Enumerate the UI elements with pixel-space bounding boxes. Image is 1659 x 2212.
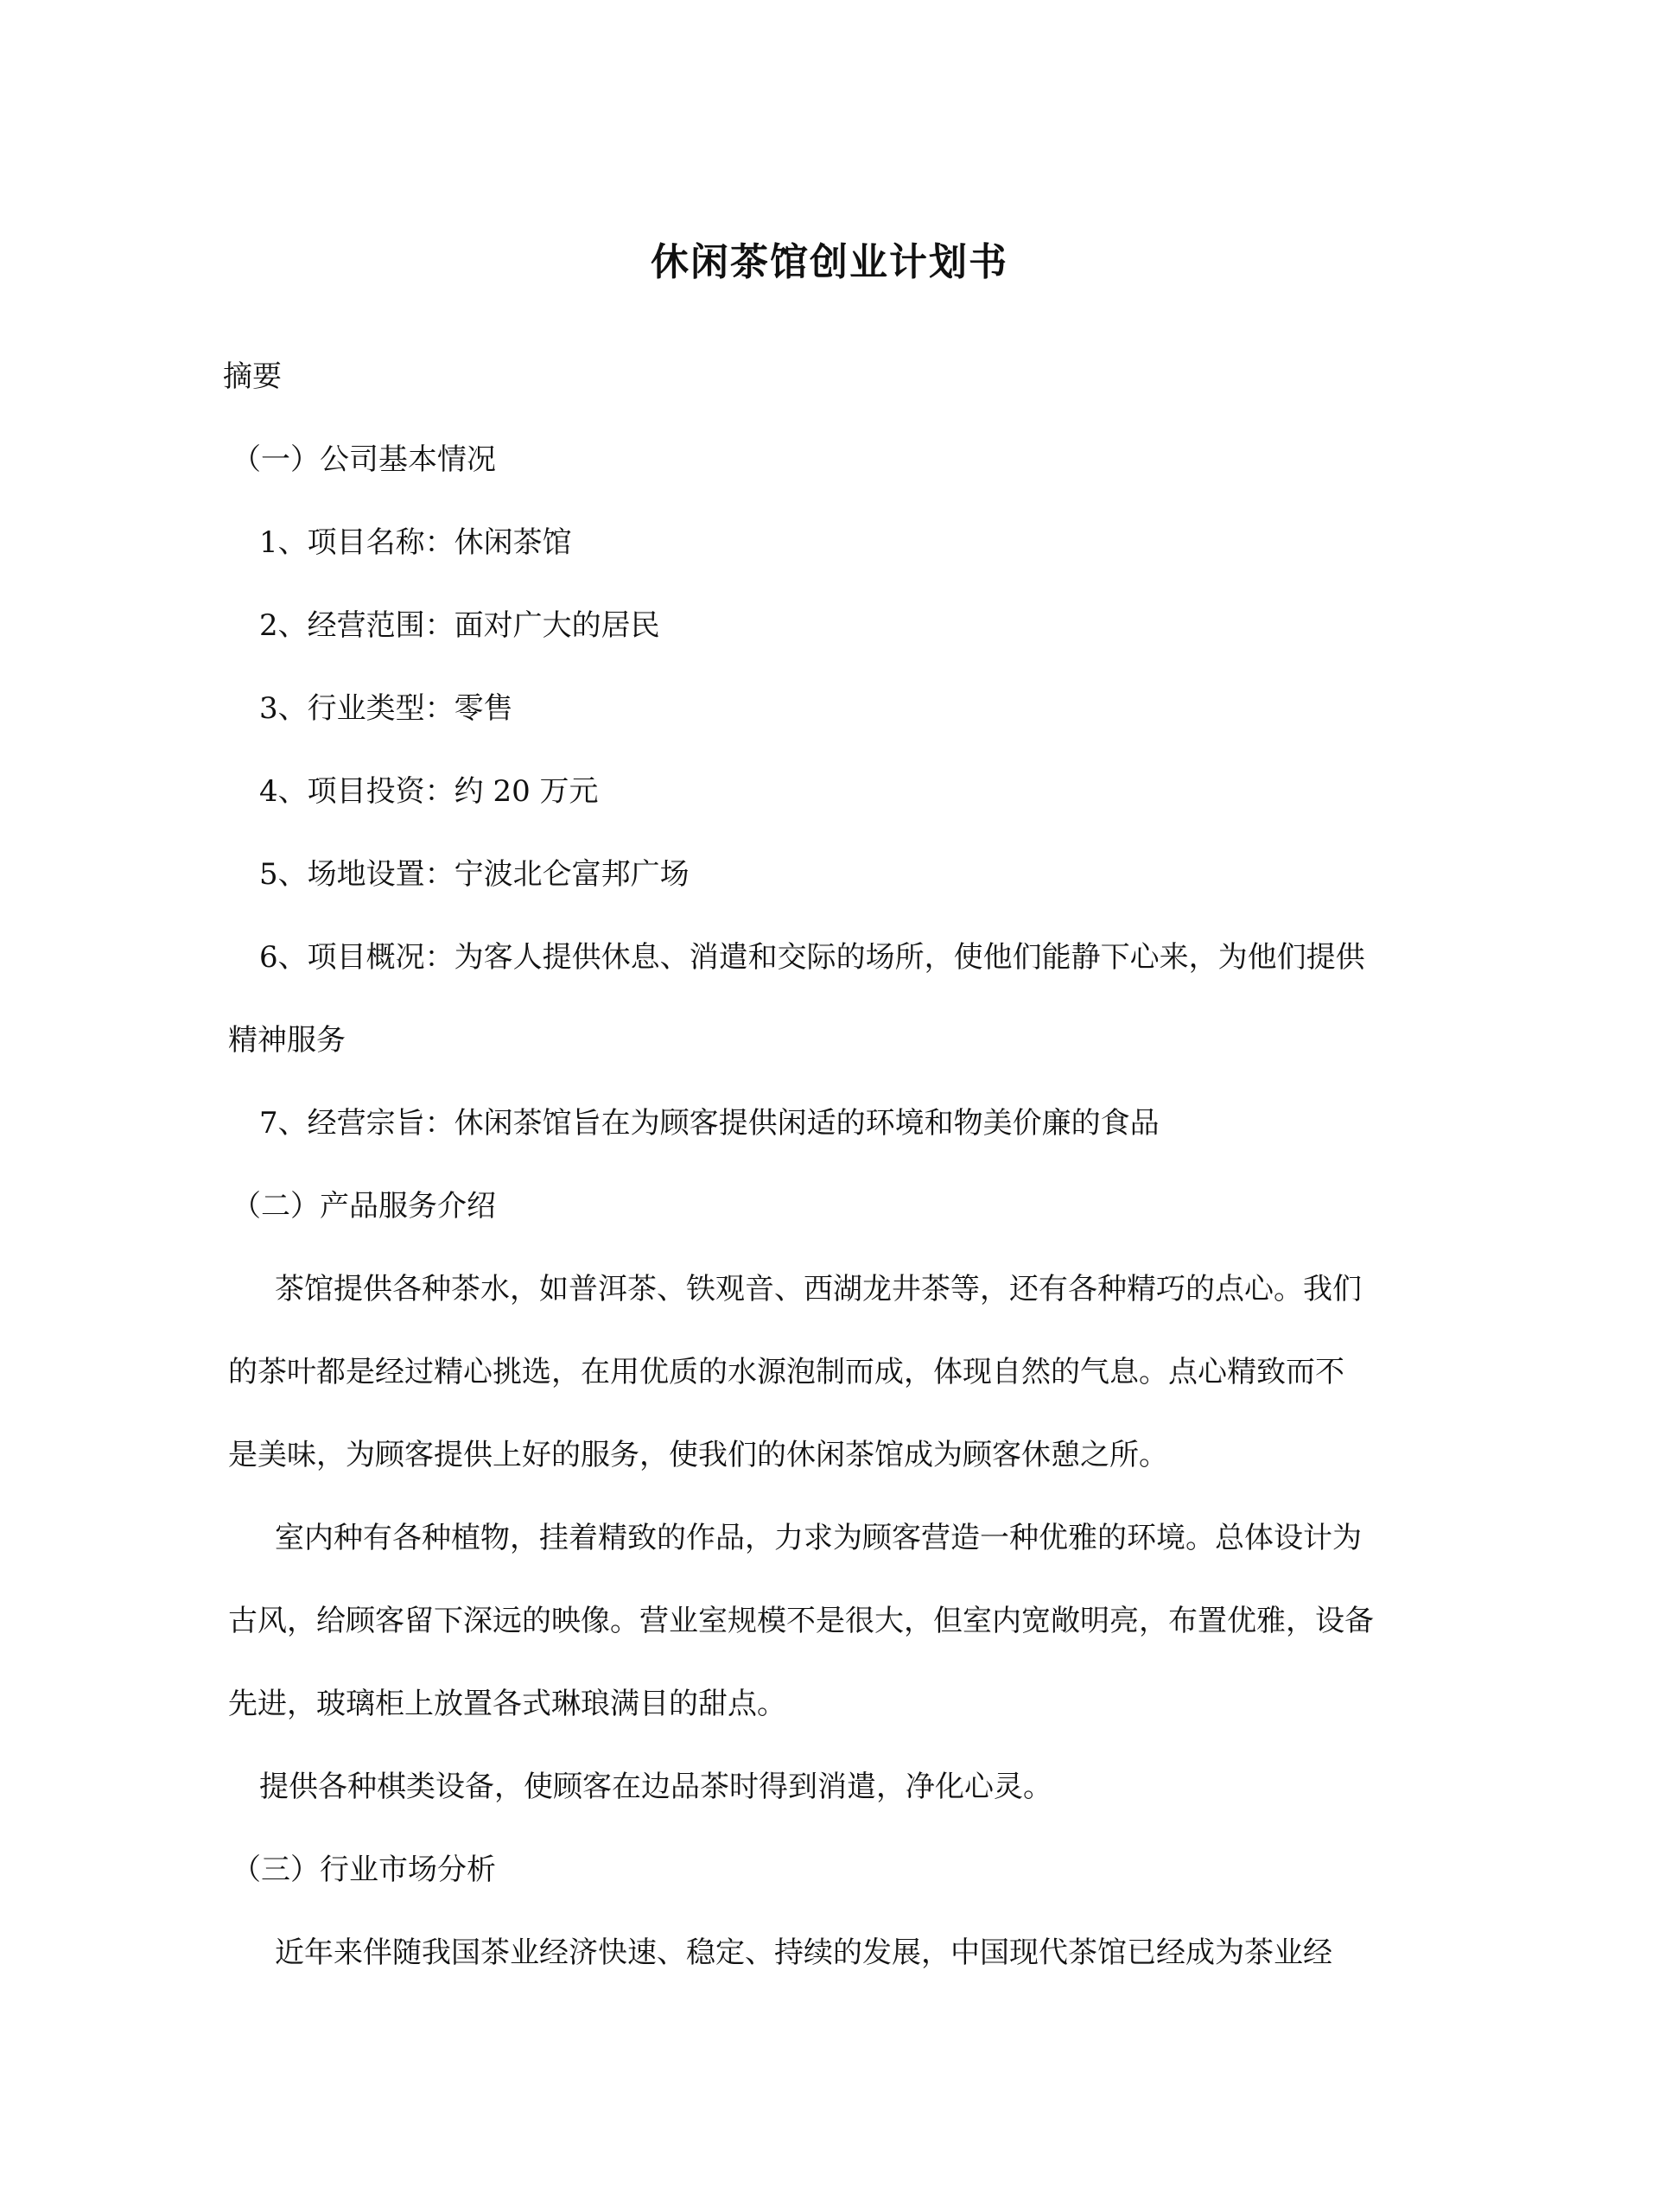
paragraph-line: 是美味，为顾客提供上好的服务，使我们的休闲茶馆成为顾客休憩之所。 [228, 1438, 1168, 1472]
list-item: 3、行业类型：零售 [259, 691, 513, 726]
list-item: 5、场地设置：宁波北仑富邦广场 [259, 857, 690, 892]
list-item: 7、经营宗旨：休闲茶馆旨在为顾客提供闲适的环境和物美价廉的食品 [259, 1106, 1160, 1141]
list-item: 4、项目投资：约 20 万元 [259, 774, 599, 809]
list-item-continuation: 精神服务 [228, 1023, 346, 1058]
paragraph-line: 提供各种棋类设备，使顾客在边品茶时得到消遣，净化心灵。 [259, 1770, 1052, 1804]
paragraph-line: 近年来伴随我国茶业经济快速、稳定、持续的发展，中国现代茶馆已经成为茶业经 [275, 1936, 1332, 1970]
paragraph-line: 的茶叶都是经过精心挑选，在用优质的水源泡制而成，体现自然的气息。点心精致而不 [228, 1355, 1344, 1389]
paragraph-line: 茶馆提供各种茶水，如普洱茶、铁观音、西湖龙井茶等，还有各种精巧的点心。我们 [275, 1272, 1362, 1306]
list-item: 1、项目名称：休闲茶馆 [259, 525, 572, 560]
paragraph-line: 室内种有各种植物，挂着精致的作品，力求为顾客营造一种优雅的环境。总体设计为 [275, 1521, 1362, 1555]
paragraph-line: 古风，给顾客留下深远的映像。营业室规模不是很大，但室内宽敞明亮，布置优雅，设备 [228, 1604, 1374, 1638]
paragraph-line: 先进，玻璃柜上放置各式琳琅满目的甜点。 [228, 1687, 786, 1721]
section-heading-market: （三）行业市场分析 [232, 1853, 496, 1887]
summary-heading: 摘要 [223, 359, 282, 394]
list-item: 2、经营范围：面对广大的居民 [259, 608, 660, 643]
section-heading-products: （二）产品服务介绍 [232, 1189, 496, 1224]
list-item: 6、项目概况：为客人提供休息、消遣和交际的场所，使他们能静下心来，为他们提供 [259, 940, 1365, 975]
document-title: 休闲茶馆创业计划书 [651, 240, 1008, 284]
section-heading-company: （一）公司基本情况 [232, 442, 496, 477]
